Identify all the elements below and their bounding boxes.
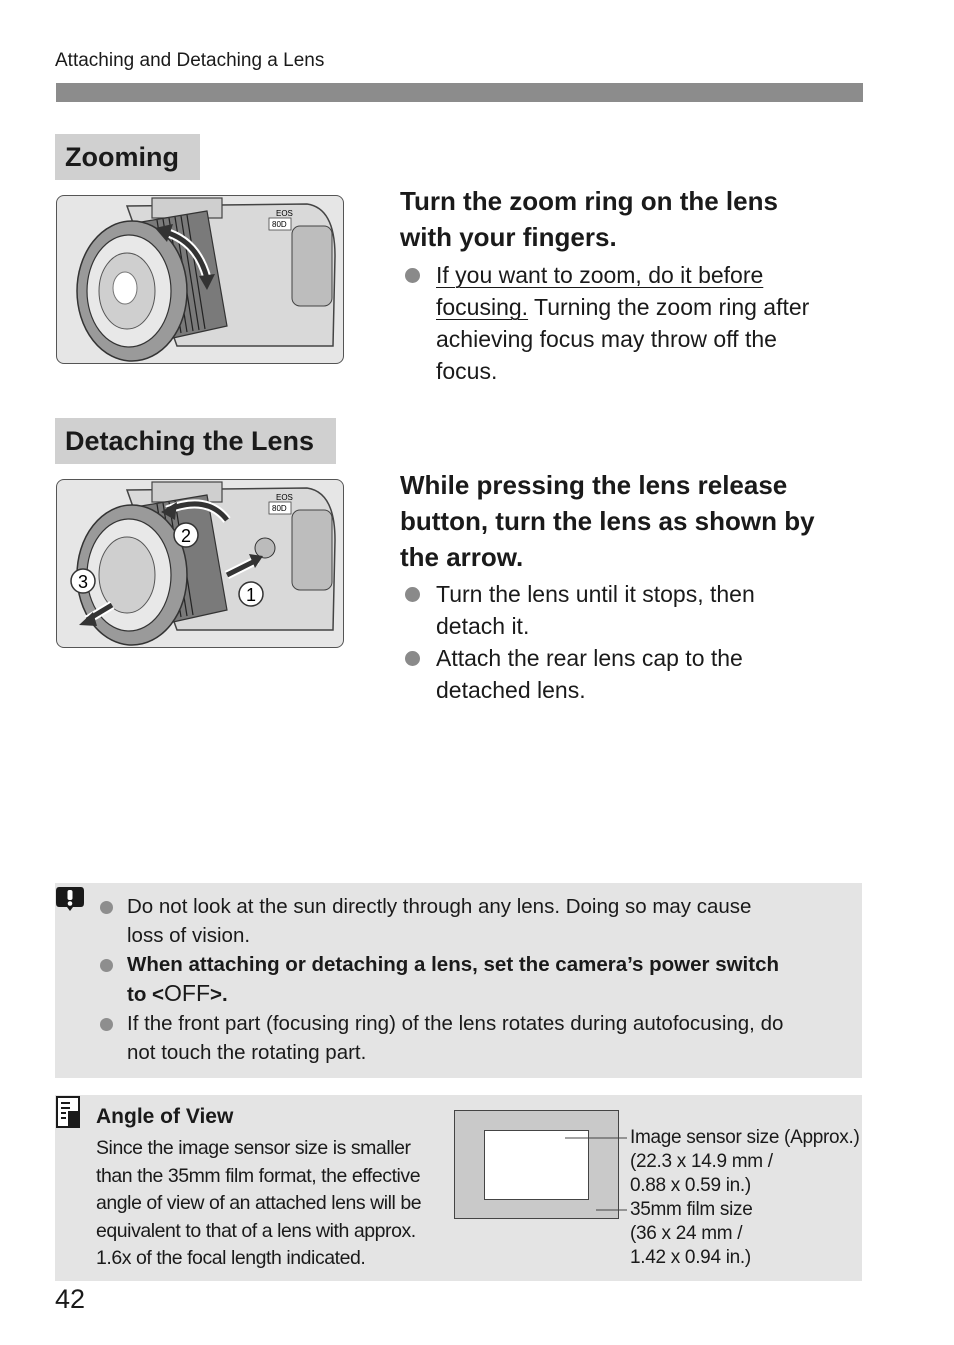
zooming-bullets [400, 259, 870, 387]
caution-list [100, 892, 840, 1067]
zooming-step-heading: Turn the zoom ring on the lens with your fingers. [400, 186, 778, 252]
section-title-detaching: Detaching the Lens [55, 418, 336, 464]
sensor-size-label: Image sensor size (Approx.) (22.3 x 14.9 mm / 0.88 x 0.59 in.) [630, 1127, 860, 1196]
camera-brand-text: EOS [276, 209, 293, 218]
note-title: Angle of View [96, 1105, 234, 1128]
list-item: Do not look at the sun directly through any lens. Doing so may cause loss of vision. [100, 892, 840, 950]
caution-icon [55, 885, 85, 913]
camera-model-text: 80D [272, 220, 287, 229]
callout-2: 2 [180, 526, 192, 546]
list-item: If the front part (focusing ring) of the lens rotates during autofocusing, do not touch the rotating part. [100, 1009, 840, 1067]
detaching-step-heading: While pressing the lens release button, turn the lens as shown by the arrow. [400, 470, 815, 572]
caution-panel [55, 883, 862, 1078]
list-item: Turn the lens until it stops, then detach it. [400, 578, 870, 642]
camera-model-text: 80D [272, 504, 287, 513]
note-panel [55, 1095, 862, 1281]
callout-1: 1 [245, 585, 257, 605]
section-title-zooming: Zooming [55, 134, 200, 180]
list-item: If you want to zoom, do it before focusing. Turning the zoom ring after achieving focus may throw off the focus. [400, 259, 870, 387]
list-item: When attaching or detaching a lens, set the camera’s power switch to <OFF>. [100, 950, 840, 1009]
page-number: 42 [55, 1284, 86, 1314]
callout-3: 3 [77, 572, 89, 592]
power-switch-off-label: OFF [164, 980, 211, 1006]
zooming-illustration [56, 195, 344, 364]
detaching-illustration [56, 479, 344, 648]
camera-brand-text: EOS [276, 493, 293, 502]
film-size-label: 35mm film size (36 x 24 mm / 1.42 x 0.94 in.) [630, 1199, 753, 1268]
running-title: Attaching and Detaching a Lens [55, 50, 325, 71]
header-bar [56, 83, 863, 102]
list-item: Attach the rear lens cap to the detached lens. [400, 642, 870, 706]
note-text: Since the image sensor size is smaller than the 35mm film format, the effective angle of view of an attached lens will be equivalent to that of a lens with approx. 1.6x of the focal length indicated. [96, 1137, 422, 1270]
detaching-bullets [400, 578, 870, 706]
